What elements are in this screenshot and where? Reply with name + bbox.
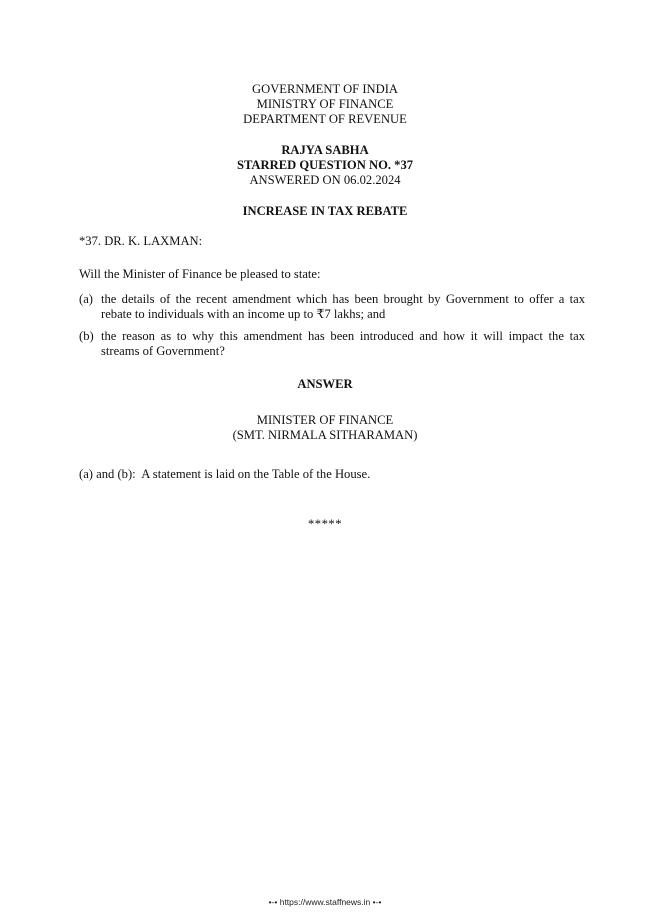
header-department: DEPARTMENT OF REVENUE (243, 112, 407, 126)
answer-heading: ANSWER (297, 377, 353, 391)
house-name: RAJYA SABHA (281, 143, 369, 157)
minister-title: MINISTER OF FINANCE (256, 413, 394, 427)
end-mark: ***** (308, 517, 342, 531)
document-header (0, 82, 650, 127)
question-marker: (a) (79, 292, 93, 306)
question-number: STARRED QUESTION NO. *37 (236, 158, 414, 172)
question-item-b (79, 329, 585, 359)
question-info (0, 143, 650, 188)
asker-name: *37. DR. K. LAXMAN: (79, 234, 203, 248)
minister-block (0, 413, 650, 443)
minister-name: (SMT. NIRMALA SITHARAMAN) (232, 428, 418, 442)
header-government: GOVERNMENT OF INDIA (252, 82, 398, 96)
question-text: the details of the recent amendment which has been brought by Government to offer a tax rebate to individuals with an income up to ₹7 lakhs; and (101, 292, 585, 321)
question-item-a (79, 292, 585, 322)
question-marker: (b) (79, 329, 94, 343)
answer-text: (a) and (b): A statement is laid on the Table of the House. (79, 467, 371, 481)
question-intro: Will the Minister of Finance be pleased to state: (79, 267, 321, 281)
subject-title: INCREASE IN TAX REBATE (242, 204, 408, 218)
header-ministry: MINISTRY OF FINANCE (256, 97, 394, 111)
answered-date: ANSWERED ON 06.02.2024 (249, 173, 401, 187)
footer-link[interactable]: •-• https://www.staffnews.in •-• (268, 897, 382, 907)
question-text: the reason as to why this amendment has been introduced and how it will impact the tax streams of Government? (101, 329, 585, 358)
